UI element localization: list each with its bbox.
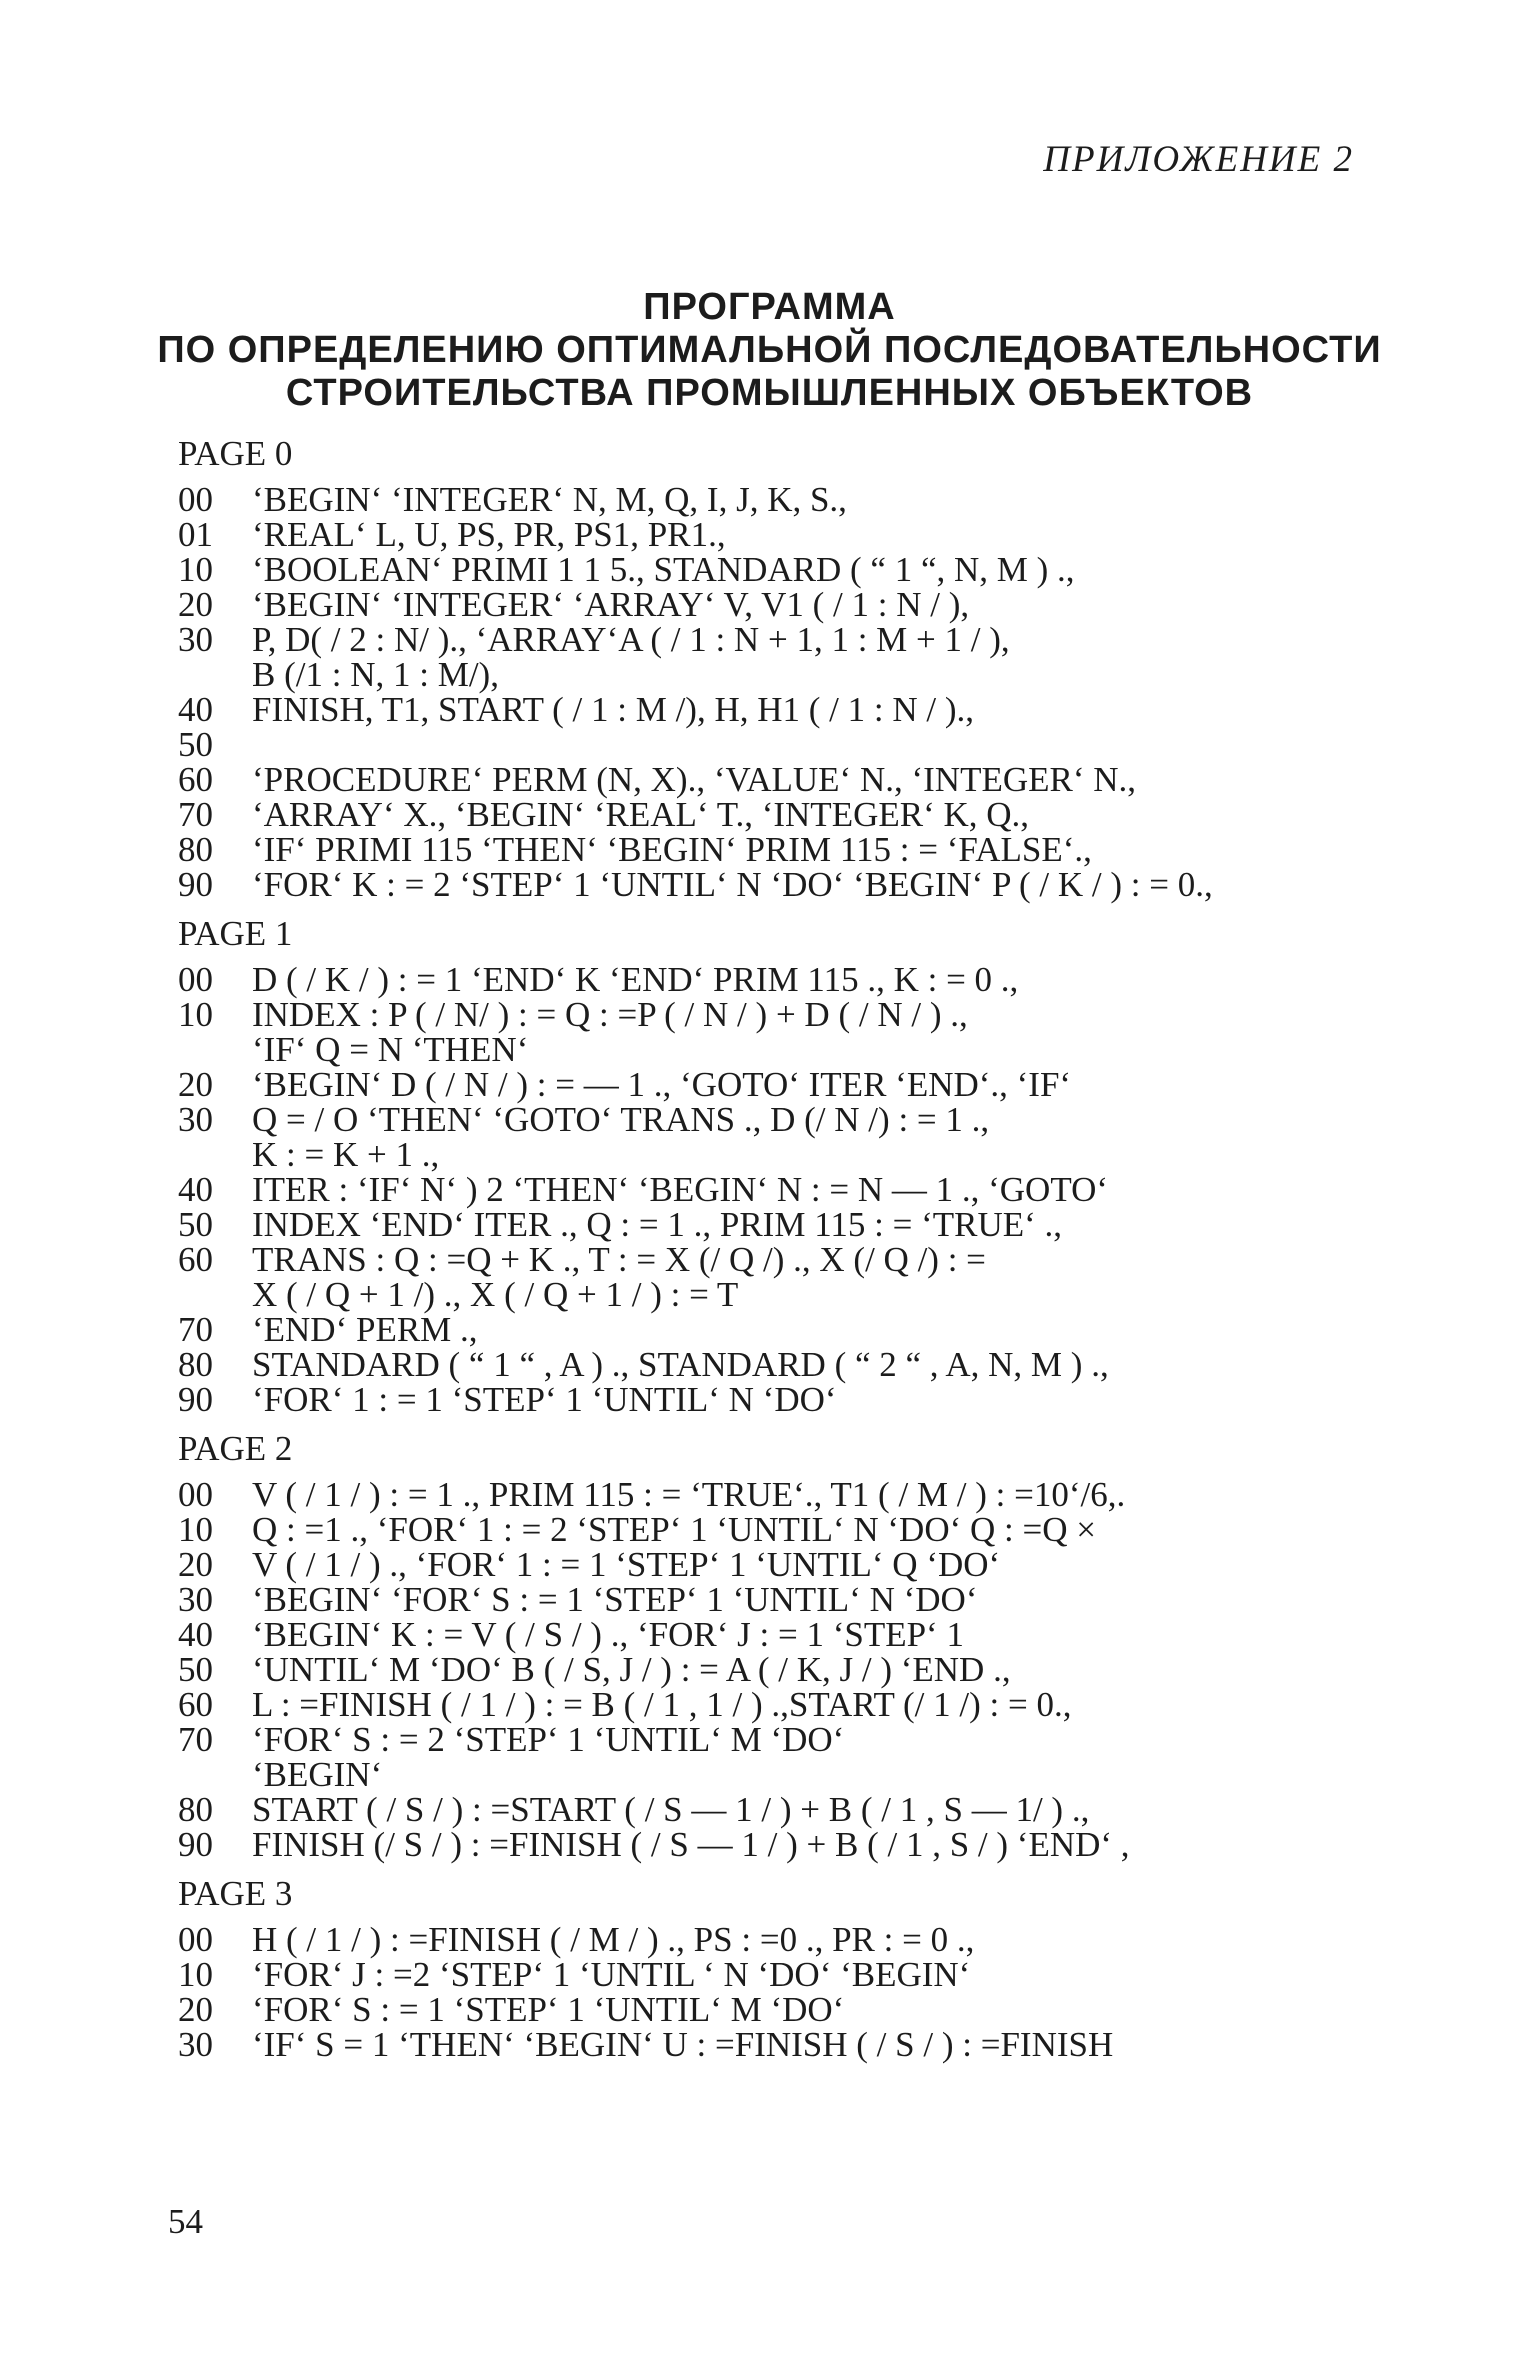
line-number: 30	[178, 1100, 213, 1139]
line-number: 90	[178, 1380, 213, 1419]
line-number	[178, 1032, 252, 1067]
title-line-2: ПО ОПРЕДЕЛЕНИЮ ОПТИМАЛЬНОЙ ПОСЛЕДОВАТЕЛЬНОСТИ	[157, 329, 1382, 371]
line-number: 80	[178, 1345, 213, 1384]
code-text: ‘FOR‘ S : = 1 ‘STEP‘ 1 ‘UNTIL‘ M ‘DO‘	[252, 1990, 845, 2029]
code-line	[178, 1067, 1358, 1102]
code-line	[178, 1652, 1358, 1687]
code-text: ‘PROCEDURE‘ PERM (N, X)., ‘VALUE‘ N., ‘INTEGER‘ N.,	[252, 760, 1137, 799]
code-line	[178, 622, 1358, 657]
code-line	[178, 1922, 1358, 1957]
code-line	[178, 867, 1358, 902]
code-line	[178, 1277, 1358, 1312]
page-label: PAGE 2	[178, 1429, 293, 1468]
code-text: ‘BEGIN‘ ‘FOR‘ S : = 1 ‘STEP‘ 1 ‘UNTIL‘ N ‘DO‘	[252, 1580, 978, 1619]
line-number	[178, 1757, 252, 1792]
code-text: INDEX ‘END‘ ITER ., Q : = 1 ., PRIM 115 : = ‘TRUE‘ .,	[252, 1205, 1063, 1244]
line-number: 10	[178, 550, 213, 589]
code-text: D ( / K / ) : = 1 ‘END‘ K ‘END‘ PRIM 115 ., K : = 0 .,	[252, 960, 1019, 999]
line-number: 00	[178, 1475, 213, 1514]
line-number: 30	[178, 2025, 213, 2064]
line-number: 60	[178, 1240, 213, 1279]
code-text: ITER : ‘IF‘ N‘ ) 2 ‘THEN‘ ‘BEGIN‘ N : = N — 1 ., ‘GOTO‘	[252, 1170, 1109, 1209]
page-number: 54	[168, 2202, 203, 2241]
code-line	[178, 1137, 1358, 1172]
code-line	[178, 587, 1358, 622]
line-number: 60	[178, 1685, 213, 1724]
line-number: 01	[178, 515, 213, 554]
code-line	[178, 1827, 1358, 1862]
line-number: 40	[178, 1615, 213, 1654]
code-text: ‘IF‘ PRIMI 115 ‘THEN‘ ‘BEGIN‘ PRIM 115 : = ‘FALSE‘.,	[252, 830, 1092, 869]
code-line	[178, 797, 1358, 832]
document-title	[0, 286, 1539, 415]
code-text: ‘IF‘ Q = N ‘THEN‘	[252, 1030, 529, 1069]
code-text: B (/1 : N, 1 : M/),	[252, 655, 499, 694]
line-number: 40	[178, 690, 213, 729]
code-line	[178, 1992, 1358, 2027]
title-line-3: СТРОИТЕЛЬСТВА ПРОМЫШЛЕННЫХ ОБЪЕКТОВ	[285, 372, 1254, 414]
code-line	[178, 1242, 1358, 1277]
code-text: ‘UNTIL‘ M ‘DO‘ B ( / S, J / ) : = A ( / K, J / ) ‘END .,	[252, 1650, 1011, 1689]
line-number: 10	[178, 1510, 213, 1549]
line-number: 10	[178, 1955, 213, 1994]
code-line	[178, 1382, 1358, 1417]
line-number: 20	[178, 585, 213, 624]
code-text: ‘FOR‘ S : = 2 ‘STEP‘ 1 ‘UNTIL‘ M ‘DO‘	[252, 1720, 845, 1759]
code-text: L : =FINISH ( / 1 / ) : = B ( / 1 , 1 / ) .,START (/ 1 /) : = 0.,	[252, 1685, 1072, 1724]
code-line	[178, 1617, 1358, 1652]
code-line	[178, 2027, 1358, 2062]
code-line	[178, 1512, 1358, 1547]
code-text: FINISH, T1, START ( / 1 : M /), H, H1 ( / 1 : N / ).,	[252, 690, 975, 729]
line-number: 30	[178, 1580, 213, 1619]
line-number	[178, 1277, 252, 1312]
line-number: 30	[178, 620, 213, 659]
line-number: 70	[178, 1720, 213, 1759]
line-number: 50	[178, 1650, 213, 1689]
code-line	[178, 762, 1358, 797]
code-text: ‘IF‘ S = 1 ‘THEN‘ ‘BEGIN‘ U : =FINISH ( / S / ) : =FINISH	[252, 2025, 1114, 2064]
code-text: ‘BOOLEAN‘ PRIMI 1 1 5., STANDARD ( “ 1 “, N, M ) .,	[252, 550, 1075, 589]
line-number: 80	[178, 1790, 213, 1829]
code-text: P, D( / 2 : N/ )., ‘ARRAY‘A ( / 1 : N + 1, 1 : M + 1 / ),	[252, 620, 1010, 659]
code-line	[178, 657, 1358, 692]
code-line	[178, 1582, 1358, 1617]
line-number: 70	[178, 795, 213, 834]
line-number: 90	[178, 865, 213, 904]
code-line	[178, 1477, 1358, 1512]
code-text: TRANS : Q : =Q + K ., T : = X (/ Q /) ., X (/ Q /) : =	[252, 1240, 986, 1279]
code-text: ‘BEGIN‘ ‘INTEGER‘ N, M, Q, I, J, K, S.,	[252, 480, 847, 519]
title-line-1: ПРОГРАММА	[643, 286, 896, 328]
code-line	[178, 1792, 1358, 1827]
code-line	[178, 1207, 1358, 1242]
appendix-heading: ПРИЛОЖЕНИЕ 2	[1043, 139, 1354, 180]
code-text: X ( / Q + 1 /) ., X ( / Q + 1 / ) : = T	[252, 1275, 739, 1314]
line-number: 20	[178, 1545, 213, 1584]
line-number: 00	[178, 960, 213, 999]
code-line	[178, 482, 1358, 517]
line-number: 70	[178, 1310, 213, 1349]
code-line	[178, 1757, 1358, 1792]
code-text: ‘FOR‘ K : = 2 ‘STEP‘ 1 ‘UNTIL‘ N ‘DO‘ ‘BEGIN‘ P ( / K / ) : = 0.,	[252, 865, 1213, 904]
line-number	[178, 657, 252, 692]
line-number: 10	[178, 995, 213, 1034]
line-number: 20	[178, 1065, 213, 1104]
line-number: 80	[178, 830, 213, 869]
code-text: START ( / S / ) : =START ( / S — 1 / ) + B ( / 1 , S — 1/ ) .,	[252, 1790, 1090, 1829]
code-line	[178, 1312, 1358, 1347]
code-line	[178, 1722, 1358, 1757]
page-label: PAGE 1	[178, 914, 293, 953]
code-text: INDEX : P ( / N/ ) : = Q : =P ( / N / ) + D ( / N / ) .,	[252, 995, 968, 1034]
page-label: PAGE 0	[178, 434, 293, 473]
code-text: STANDARD ( “ 1 “ , A ) ., STANDARD ( “ 2 “ , A, N, M ) .,	[252, 1345, 1109, 1384]
line-number: 00	[178, 480, 213, 519]
line-number: 40	[178, 1170, 213, 1209]
code-line	[178, 1032, 1358, 1067]
code-text: ‘BEGIN‘ ‘INTEGER‘ ‘ARRAY‘ V, V1 ( / 1 : N / ),	[252, 585, 970, 624]
code-text: V ( / 1 / ) : = 1 ., PRIM 115 : = ‘TRUE‘., T1 ( / M / ) : =10‘/6,.	[252, 1475, 1126, 1514]
line-number: 20	[178, 1990, 213, 2029]
code-text	[252, 727, 1358, 762]
code-line	[178, 832, 1358, 867]
code-line	[178, 1687, 1358, 1722]
code-line	[178, 727, 1358, 762]
code-text: ‘ARRAY‘ X., ‘BEGIN‘ ‘REAL‘ T., ‘INTEGER‘ K, Q.,	[252, 795, 1030, 834]
line-number: 60	[178, 760, 213, 799]
code-line	[178, 517, 1358, 552]
code-text: ‘REAL‘ L, U, PS, PR, PS1, PR1.,	[252, 515, 726, 554]
code-text: Q = / O ‘THEN‘ ‘GOTO‘ TRANS ., D (/ N /) : = 1 .,	[252, 1100, 990, 1139]
line-number: 50	[178, 1205, 213, 1244]
code-line	[178, 1102, 1358, 1137]
code-line	[178, 1547, 1358, 1582]
line-number	[178, 1137, 252, 1172]
code-text: ‘BEGIN‘	[252, 1755, 383, 1794]
code-text: ‘BEGIN‘ D ( / N / ) : = — 1 ., ‘GOTO‘ ITER ‘END‘., ‘IF‘	[252, 1065, 1072, 1104]
program-listing	[178, 432, 1358, 2062]
code-text: ‘FOR‘ 1 : = 1 ‘STEP‘ 1 ‘UNTIL‘ N ‘DO‘	[252, 1380, 837, 1419]
code-text: K : = K + 1 .,	[252, 1135, 440, 1174]
code-line	[178, 1172, 1358, 1207]
code-text: FINISH (/ S / ) : =FINISH ( / S — 1 / ) + B ( / 1 , S / ) ‘END‘ ,	[252, 1825, 1130, 1864]
code-line	[178, 552, 1358, 587]
code-line	[178, 692, 1358, 727]
line-number: 90	[178, 1825, 213, 1864]
code-line	[178, 962, 1358, 997]
code-text: ‘FOR‘ J : =2 ‘STEP‘ 1 ‘UNTIL ‘ N ‘DO‘ ‘BEGIN‘	[252, 1955, 971, 1994]
code-text: ‘END‘ PERM .,	[252, 1310, 478, 1349]
code-text: H ( / 1 / ) : =FINISH ( / M / ) ., PS : =0 ., PR : = 0 .,	[252, 1920, 975, 1959]
code-line	[178, 1957, 1358, 1992]
code-text: ‘BEGIN‘ K : = V ( / S / ) ., ‘FOR‘ J : = 1 ‘STEP‘ 1	[252, 1615, 964, 1654]
line-number: 50	[178, 725, 213, 764]
code-text: V ( / 1 / ) ., ‘FOR‘ 1 : = 1 ‘STEP‘ 1 ‘UNTIL‘ Q ‘DO‘	[252, 1545, 1001, 1584]
code-line	[178, 1347, 1358, 1382]
code-text: Q : =1 ., ‘FOR‘ 1 : = 2 ‘STEP‘ 1 ‘UNTIL‘ N ‘DO‘ Q : =Q ×	[252, 1510, 1097, 1549]
line-number: 00	[178, 1920, 213, 1959]
code-line	[178, 997, 1358, 1032]
page-label: PAGE 3	[178, 1874, 293, 1913]
